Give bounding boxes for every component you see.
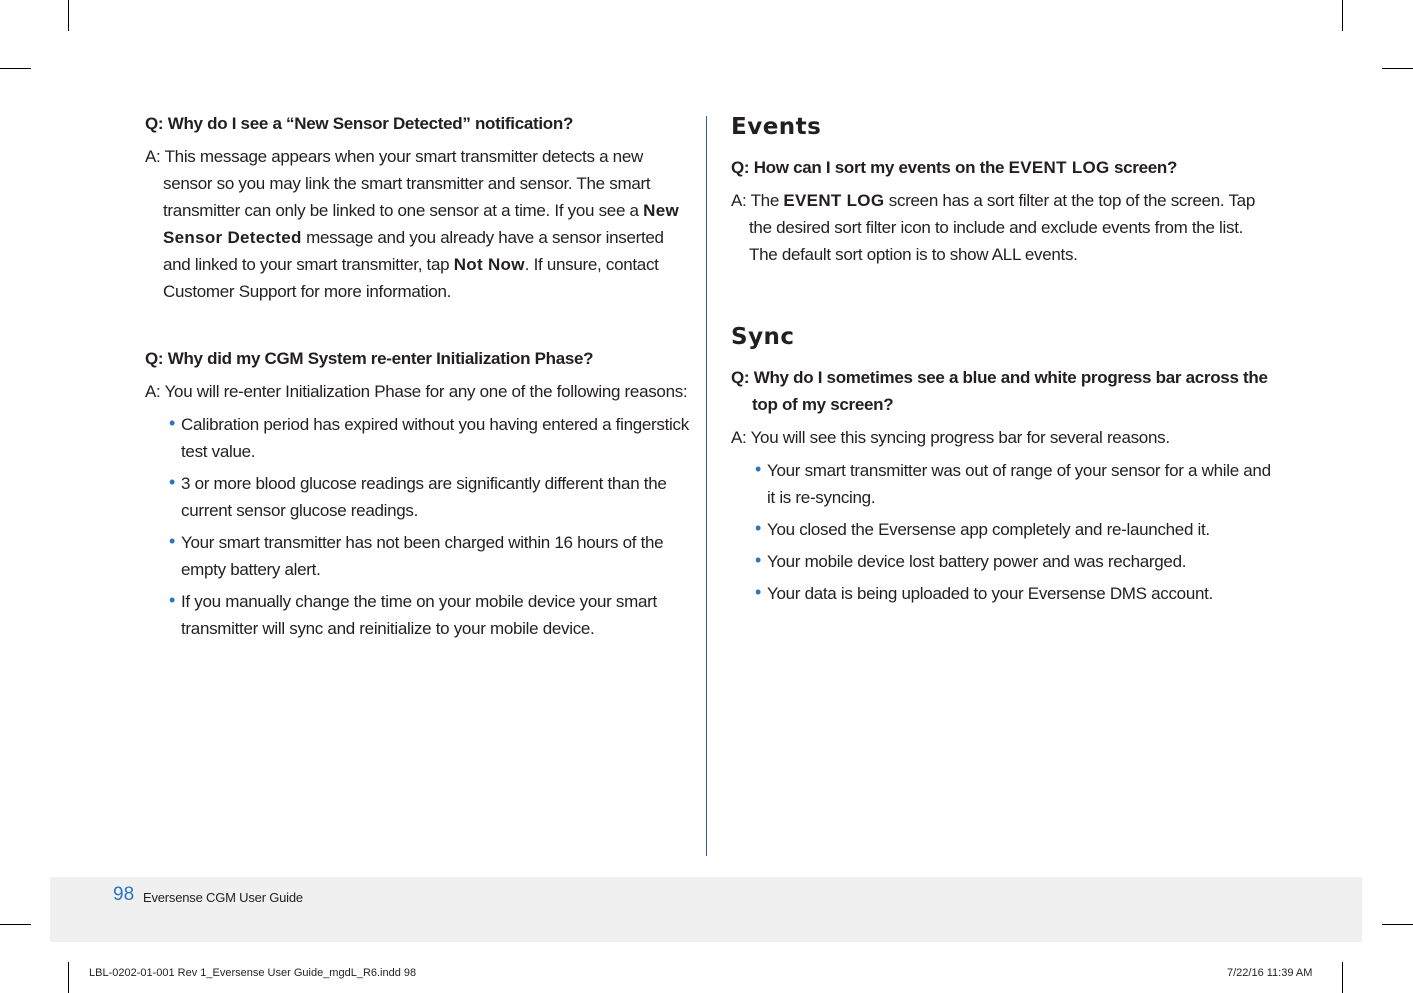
crop-mark xyxy=(1342,0,1343,31)
list-item-text: 3 or more blood glucose readings are significantly different than the current sensor glucose readings. xyxy=(181,474,667,520)
crop-mark xyxy=(1382,924,1413,925)
bullet-icon: • xyxy=(755,582,762,602)
crop-mark xyxy=(0,68,31,69)
list-item xyxy=(169,588,690,642)
answer-text: . If unsure, contact Customer Support for more information. xyxy=(163,255,659,301)
column-divider xyxy=(706,116,707,856)
crop-mark xyxy=(0,924,31,925)
list-item-text: Your smart transmitter was out of range of your sensor for a while and it is re-syncing. xyxy=(767,461,1271,507)
list-item xyxy=(755,457,1271,511)
crop-mark xyxy=(1342,962,1343,993)
section-title-events: Events xyxy=(731,114,822,140)
right-column xyxy=(731,110,1271,612)
answer-text: message and you already have a sensor inserted and linked to your smart transmitter, tap xyxy=(163,228,664,274)
footer-band xyxy=(50,877,1362,942)
bullet-icon: • xyxy=(755,550,762,570)
bullet-icon: • xyxy=(169,590,176,610)
list-item-text: Calibration period has expired without you having entered a fingerstick test value. xyxy=(181,415,689,461)
list-item-text: Your data is being uploaded to your Eversense DMS account. xyxy=(767,584,1213,603)
ui-term-new-sensor-detected: New Sensor Detected xyxy=(163,201,679,247)
list-item-text: Your smart transmitter has not been charged within 16 hours of the empty battery alert. xyxy=(181,533,664,579)
answer-text: A: This message appears when your smart transmitter detects a new sensor so you may link the smart transmitter and sensor. The smart transmitter can only be linked to one sensor at a time. If you see a xyxy=(145,147,651,220)
list-item xyxy=(169,470,690,524)
list-item-text: You closed the Eversense app completely and re-launched it. xyxy=(767,520,1210,539)
answer-new-sensor xyxy=(145,143,690,305)
answer-text: screen has a sort filter at the top of the screen. Tap the desired sort filter icon to include and exclude events from the list. The default sort option is to show ALL events. xyxy=(749,191,1255,264)
ui-term-event-log: EVENT LOG xyxy=(783,191,885,210)
bullet-icon: • xyxy=(169,531,176,551)
question-progress-bar: Q: Why do I sometimes see a blue and white progress bar across the top of my screen? xyxy=(731,368,1268,414)
question-text: screen? xyxy=(1109,158,1178,177)
print-slug-date: 7/22/16 11:39 AM xyxy=(1227,967,1313,979)
section-title-sync: Sync xyxy=(731,324,795,350)
answer-text: A: The xyxy=(731,191,784,210)
list-item xyxy=(755,548,1271,575)
bullet-icon: • xyxy=(169,472,176,492)
crop-mark xyxy=(68,0,69,31)
bullet-icon: • xyxy=(169,413,176,433)
answer-initialization: A: You will re-enter Initialization Phase for any one of the following reasons: xyxy=(145,382,688,401)
list-item-text: Your mobile device lost battery power and was recharged. xyxy=(767,552,1187,571)
crop-mark xyxy=(68,962,69,993)
ui-term-event-log: EVENT LOG xyxy=(1008,158,1110,177)
reasons-list xyxy=(145,411,690,642)
print-slug-file: LBL-0202-01-001 Rev 1_Eversense User Guide_mgdL_R6.indd 98 xyxy=(89,967,417,979)
answer-progress-bar: A: You will see this syncing progress bar for several reasons. xyxy=(731,428,1170,447)
list-item xyxy=(169,529,690,583)
ui-term-not-now: Not Now xyxy=(453,255,525,274)
page-number: 98 xyxy=(113,884,135,905)
list-item-text: If you manually change the time on your mobile device your smart transmitter will sync and reinitialize to your mobile device. xyxy=(181,592,657,638)
sync-reasons-list xyxy=(731,457,1271,607)
answer-event-log xyxy=(731,187,1271,268)
question-event-log xyxy=(731,154,1271,181)
list-item xyxy=(755,580,1271,607)
list-item xyxy=(169,411,690,465)
left-column xyxy=(145,110,690,647)
bullet-icon: • xyxy=(755,459,762,479)
bullet-icon: • xyxy=(755,518,762,538)
list-item xyxy=(755,516,1271,543)
question-text: Q: How can I sort my events on the xyxy=(731,158,1009,177)
question-new-sensor: Q: Why do I see a “New Sensor Detected” notification? xyxy=(145,114,574,133)
guide-title: Eversense CGM User Guide xyxy=(143,890,303,905)
question-initialization: Q: Why did my CGM System re-enter Initialization Phase? xyxy=(145,349,594,368)
crop-mark xyxy=(1382,68,1413,69)
